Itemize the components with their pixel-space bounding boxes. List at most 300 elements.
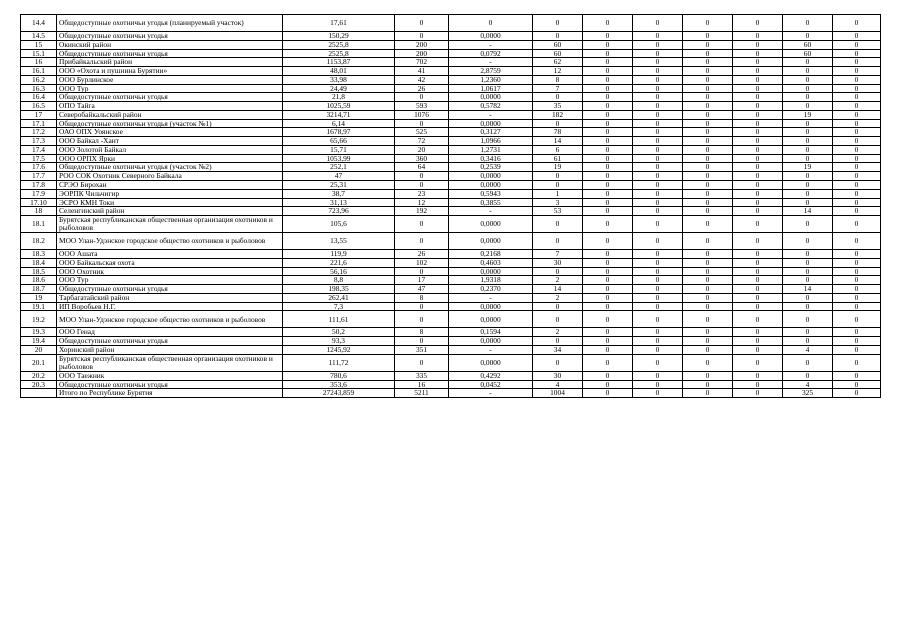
value-cell: 0 (733, 302, 783, 311)
value-cell: 0 (833, 93, 881, 102)
value-cell: 0 (683, 163, 733, 172)
value-cell: 0 (833, 337, 881, 346)
value-cell: 0 (395, 337, 449, 346)
table-row (21, 189, 881, 198)
value-cell: 0 (783, 15, 833, 32)
value-cell: 0 (583, 128, 633, 137)
value-cell: 23 (395, 189, 449, 198)
value-cell: - (449, 389, 533, 398)
value-cell: 14 (533, 137, 583, 146)
value-cell: 0 (583, 276, 633, 285)
value-cell: 0 (633, 137, 683, 146)
value-cell: 0 (533, 181, 583, 190)
value-cell: 1153,87 (283, 58, 395, 67)
value-cell: 4 (533, 380, 583, 389)
value-cell: 0 (633, 311, 683, 328)
value-cell: 780,6 (283, 371, 395, 380)
value-cell: 2525,8 (283, 49, 395, 58)
value-cell: 0 (533, 32, 583, 41)
value-cell: 56,16 (283, 267, 395, 276)
value-cell: 7 (533, 250, 583, 259)
value-cell: 0 (733, 110, 783, 119)
value-cell: 0,4292 (449, 371, 533, 380)
value-cell: 252,1 (283, 163, 395, 172)
value-cell: 0,0000 (449, 93, 533, 102)
value-cell: 0,0000 (449, 233, 533, 250)
value-cell: 335 (395, 371, 449, 380)
value-cell: 360 (395, 154, 449, 163)
value-cell: 0 (783, 137, 833, 146)
value-cell: 0 (583, 380, 633, 389)
value-cell: 119,9 (283, 250, 395, 259)
row-number-cell: 18.6 (21, 276, 57, 285)
value-cell: 0 (833, 110, 881, 119)
value-cell: 0 (633, 84, 683, 93)
value-cell: 0 (533, 354, 583, 371)
value-cell: 0 (733, 267, 783, 276)
value-cell: 8 (395, 328, 449, 337)
value-cell: 0 (533, 15, 583, 32)
value-cell: 0 (633, 216, 683, 233)
value-cell: 0 (733, 128, 783, 137)
value-cell: 0 (633, 32, 683, 41)
table-row (21, 267, 881, 276)
name-cell: Общедоступные охотничьи угодья (участок №2) (57, 163, 283, 172)
value-cell: 0 (733, 181, 783, 190)
value-cell: 17,61 (283, 15, 395, 32)
name-cell: СРЭО Бирохан (57, 181, 283, 190)
name-cell: ООО ОРПХ Ярки (57, 154, 283, 163)
row-number-cell: 19 (21, 293, 57, 302)
table-row (21, 250, 881, 259)
name-cell: ООО Золотой Байкал (57, 145, 283, 154)
value-cell: 593 (395, 102, 449, 111)
value-cell: 4 (783, 345, 833, 354)
value-cell: 0 (833, 354, 881, 371)
value-cell: 0 (583, 337, 633, 346)
value-cell: 351 (395, 345, 449, 354)
row-number-cell: 17.3 (21, 137, 57, 146)
name-cell: ЭОРПК Чильчигир (57, 189, 283, 198)
value-cell: 2 (533, 276, 583, 285)
value-cell: 0 (733, 102, 783, 111)
name-cell: ООО Тур (57, 84, 283, 93)
value-cell: 0 (583, 258, 633, 267)
row-number-cell: 20.2 (21, 371, 57, 380)
value-cell: 0 (633, 128, 683, 137)
value-cell: 62 (533, 58, 583, 67)
name-cell: ОПО Тайга (57, 102, 283, 111)
value-cell: 38,7 (283, 189, 395, 198)
value-cell: 64 (395, 163, 449, 172)
row-number-cell: 20.1 (21, 354, 57, 371)
value-cell: 0 (583, 15, 633, 32)
value-cell: 0 (833, 293, 881, 302)
row-number-cell: 14.4 (21, 15, 57, 32)
value-cell: 0 (583, 154, 633, 163)
value-cell: 0 (733, 250, 783, 259)
value-cell: 0 (833, 258, 881, 267)
table-row (21, 207, 881, 216)
name-cell: Тарбагатайский район (57, 293, 283, 302)
row-number-cell: 16.5 (21, 102, 57, 111)
value-cell: 41 (395, 67, 449, 76)
value-cell: 0 (583, 137, 633, 146)
value-cell: 0 (683, 389, 733, 398)
name-cell: ИП Воробьев Н.Г. (57, 302, 283, 311)
value-cell: 0 (833, 389, 881, 398)
value-cell: 0 (683, 337, 733, 346)
value-cell: 111,61 (283, 311, 395, 328)
value-cell: 0 (583, 207, 633, 216)
table-row (21, 337, 881, 346)
value-cell: 19 (533, 163, 583, 172)
table-row (21, 102, 881, 111)
value-cell: 0 (783, 233, 833, 250)
value-cell: 0 (533, 337, 583, 346)
value-cell: 14 (783, 207, 833, 216)
value-cell: 0 (833, 145, 881, 154)
value-cell: 0 (833, 84, 881, 93)
value-cell: 0 (533, 302, 583, 311)
row-number-cell (21, 389, 57, 398)
value-cell: 0 (733, 233, 783, 250)
value-cell: 0 (633, 67, 683, 76)
value-cell: 0,2539 (449, 163, 533, 172)
value-cell: 0 (783, 216, 833, 233)
name-cell: ООО «Охота и пушнина Бурятии» (57, 67, 283, 76)
value-cell: 0 (449, 15, 533, 32)
value-cell: 2525,8 (283, 40, 395, 49)
value-cell: 0 (783, 293, 833, 302)
value-cell: 0 (683, 119, 733, 128)
value-cell: 0 (633, 75, 683, 84)
value-cell: 0 (733, 40, 783, 49)
value-cell: 525 (395, 128, 449, 137)
name-cell: Прибайкальский район (57, 58, 283, 67)
value-cell: 0 (633, 145, 683, 154)
value-cell: 0 (683, 293, 733, 302)
value-cell: 0,0000 (449, 337, 533, 346)
value-cell: 0 (783, 93, 833, 102)
value-cell: 0 (833, 102, 881, 111)
table-row (21, 293, 881, 302)
value-cell: 0 (533, 216, 583, 233)
name-cell: Общедоступные охотничьи угодья (57, 93, 283, 102)
value-cell: 0 (783, 154, 833, 163)
value-cell: 0 (833, 216, 881, 233)
row-number-cell: 19.1 (21, 302, 57, 311)
value-cell: 0,0000 (449, 302, 533, 311)
value-cell: 0 (833, 207, 881, 216)
value-cell: 13,55 (283, 233, 395, 250)
value-cell: - (449, 58, 533, 67)
value-cell: 0 (683, 58, 733, 67)
value-cell: 0 (633, 345, 683, 354)
value-cell: 61 (533, 154, 583, 163)
value-cell: 0 (583, 84, 633, 93)
value-cell: 1004 (533, 389, 583, 398)
value-cell: 0 (583, 293, 633, 302)
value-cell: 78 (533, 128, 583, 137)
table-row (21, 276, 881, 285)
value-cell: 0,3855 (449, 198, 533, 207)
name-cell: ООО Таежник (57, 371, 283, 380)
value-cell: 0 (733, 93, 783, 102)
value-cell: 7,3 (283, 302, 395, 311)
name-cell: МОО Улан-Удэнское городское общество охотников и рыболовов (57, 233, 283, 250)
value-cell: 0 (395, 216, 449, 233)
value-cell: - (449, 293, 533, 302)
name-cell: МОО Улан-Удэнское городское общество охотников и рыболовов (57, 311, 283, 328)
value-cell: 0 (633, 293, 683, 302)
value-cell: 0 (683, 250, 733, 259)
value-cell: 0,0452 (449, 380, 533, 389)
row-number-cell: 17.1 (21, 119, 57, 128)
value-cell: 0 (633, 198, 683, 207)
row-number-cell: 17.5 (21, 154, 57, 163)
value-cell: 0 (683, 380, 733, 389)
value-cell: 0 (633, 49, 683, 58)
value-cell: 60 (533, 40, 583, 49)
value-cell: 0 (583, 189, 633, 198)
value-cell: 0 (783, 371, 833, 380)
value-cell: 1053,99 (283, 154, 395, 163)
value-cell: 150,29 (283, 32, 395, 41)
row-number-cell: 14.5 (21, 32, 57, 41)
value-cell: 0 (833, 163, 881, 172)
value-cell: 0 (833, 58, 881, 67)
name-cell: Общедоступные охотничьи угодья (планируемый участок) (57, 15, 283, 32)
table-row (21, 302, 881, 311)
table-row (21, 137, 881, 146)
value-cell: 0 (833, 276, 881, 285)
value-cell: 200 (395, 49, 449, 58)
value-cell: 19 (783, 163, 833, 172)
value-cell: 42 (395, 75, 449, 84)
value-cell: 0 (833, 380, 881, 389)
value-cell: 0 (633, 154, 683, 163)
value-cell: 0 (583, 32, 633, 41)
value-cell: 702 (395, 58, 449, 67)
value-cell: 0 (633, 371, 683, 380)
value-cell: 0 (395, 181, 449, 190)
value-cell: 0 (733, 371, 783, 380)
value-cell: 0,1594 (449, 328, 533, 337)
table-row (21, 163, 881, 172)
value-cell: 0 (633, 276, 683, 285)
value-cell: 15,71 (283, 145, 395, 154)
value-cell: 47 (283, 172, 395, 181)
value-cell: 0 (583, 145, 633, 154)
value-cell: 1025,59 (283, 102, 395, 111)
value-cell: 0 (633, 250, 683, 259)
value-cell: 0 (683, 311, 733, 328)
value-cell: 0 (583, 163, 633, 172)
value-cell: 0 (833, 49, 881, 58)
value-cell: 0 (683, 354, 733, 371)
table-row (21, 32, 881, 41)
value-cell: 0 (833, 345, 881, 354)
value-cell: 0 (633, 267, 683, 276)
name-cell: Селенгинский район (57, 207, 283, 216)
table-row (21, 67, 881, 76)
value-cell: 0 (683, 40, 733, 49)
value-cell: 0 (733, 67, 783, 76)
value-cell: 0 (533, 267, 583, 276)
table-row (21, 345, 881, 354)
value-cell: 12 (533, 67, 583, 76)
value-cell: 31,13 (283, 198, 395, 207)
value-cell: 0 (833, 250, 881, 259)
value-cell: 0 (783, 128, 833, 137)
value-cell: 0 (583, 389, 633, 398)
value-cell: 0 (683, 267, 733, 276)
row-number-cell: 19.4 (21, 337, 57, 346)
value-cell: 0 (783, 32, 833, 41)
value-cell: 0 (583, 216, 633, 233)
value-cell: 0 (833, 198, 881, 207)
row-number-cell: 17.8 (21, 181, 57, 190)
table-row (21, 311, 881, 328)
hunting-grounds-table (20, 14, 881, 398)
value-cell: 93,3 (283, 337, 395, 346)
value-cell: 0 (633, 93, 683, 102)
row-number-cell: 17 (21, 110, 57, 119)
row-number-cell: 17.2 (21, 128, 57, 137)
value-cell: 0 (733, 216, 783, 233)
value-cell: 0 (683, 302, 733, 311)
value-cell: 0 (683, 345, 733, 354)
value-cell: 2,8759 (449, 67, 533, 76)
value-cell: 0 (583, 345, 633, 354)
row-number-cell: 16.1 (21, 67, 57, 76)
value-cell: 14 (533, 285, 583, 294)
value-cell: 0 (683, 49, 733, 58)
name-cell: ООО Байкал -Хант (57, 137, 283, 146)
value-cell: 0,5782 (449, 102, 533, 111)
value-cell: 24,49 (283, 84, 395, 93)
value-cell: 0 (783, 119, 833, 128)
name-cell: Общедоступные охотничьи угодья (57, 285, 283, 294)
value-cell: 0 (733, 258, 783, 267)
value-cell: 0 (683, 189, 733, 198)
value-cell: 72 (395, 137, 449, 146)
value-cell: 0 (783, 67, 833, 76)
value-cell: 0 (733, 285, 783, 294)
value-cell: 60 (783, 49, 833, 58)
table-row (21, 216, 881, 233)
value-cell: 0 (683, 154, 733, 163)
value-cell: 0 (533, 311, 583, 328)
value-cell: 60 (533, 49, 583, 58)
name-cell: Общедоступные охотничьи угодья (57, 380, 283, 389)
table-row (21, 119, 881, 128)
value-cell: 21,8 (283, 93, 395, 102)
value-cell: 30 (533, 371, 583, 380)
value-cell: 0 (583, 110, 633, 119)
value-cell: 0 (733, 389, 783, 398)
value-cell: 14 (783, 285, 833, 294)
value-cell: 0 (533, 93, 583, 102)
value-cell: 0 (533, 119, 583, 128)
value-cell: 0 (633, 102, 683, 111)
value-cell: 0 (833, 371, 881, 380)
value-cell: - (449, 40, 533, 49)
name-cell: Бурятская республиканская общественная организация охотников и рыболовов (57, 216, 283, 233)
value-cell: 0 (783, 75, 833, 84)
value-cell: 0 (583, 102, 633, 111)
value-cell: 325 (783, 389, 833, 398)
value-cell: 0 (733, 163, 783, 172)
value-cell: 0 (583, 328, 633, 337)
value-cell: 0 (733, 328, 783, 337)
row-number-cell: 17.6 (21, 163, 57, 172)
table-row (21, 181, 881, 190)
value-cell: 2 (533, 293, 583, 302)
table-row (21, 380, 881, 389)
value-cell: 1 (533, 189, 583, 198)
value-cell: 2 (533, 328, 583, 337)
value-cell: 0 (783, 145, 833, 154)
value-cell: 0 (733, 172, 783, 181)
value-cell: 0 (583, 172, 633, 181)
value-cell: 0,0000 (449, 216, 533, 233)
value-cell: 0 (395, 119, 449, 128)
name-cell: Окинский район (57, 40, 283, 49)
value-cell: 0 (733, 337, 783, 346)
value-cell: 111,72 (283, 354, 395, 371)
value-cell: 102 (395, 258, 449, 267)
row-number-cell: 17.10 (21, 198, 57, 207)
value-cell: 0 (783, 189, 833, 198)
value-cell: 0 (683, 15, 733, 32)
value-cell: 0 (833, 119, 881, 128)
value-cell: 0 (633, 181, 683, 190)
value-cell: 0 (633, 337, 683, 346)
value-cell: 16 (395, 380, 449, 389)
value-cell: 0 (633, 207, 683, 216)
value-cell: 50,2 (283, 328, 395, 337)
value-cell: 0 (583, 119, 633, 128)
value-cell: 1,0617 (449, 84, 533, 93)
value-cell: 0 (783, 328, 833, 337)
value-cell: 0 (583, 354, 633, 371)
value-cell: 0,4603 (449, 258, 533, 267)
value-cell: 0 (395, 172, 449, 181)
value-cell: 0 (833, 189, 881, 198)
value-cell: 0 (783, 311, 833, 328)
value-cell: - (449, 345, 533, 354)
name-cell: Общедоступные охотничьи угодья (участок №1) (57, 119, 283, 128)
value-cell: 0 (395, 233, 449, 250)
value-cell: 0 (683, 198, 733, 207)
table-row (21, 128, 881, 137)
value-cell: 0 (633, 189, 683, 198)
value-cell: 0 (583, 250, 633, 259)
value-cell: 0,0000 (449, 32, 533, 41)
value-cell: 3 (533, 198, 583, 207)
value-cell: 0 (783, 198, 833, 207)
value-cell: 0 (733, 354, 783, 371)
value-cell: 8 (395, 293, 449, 302)
row-number-cell: 18.3 (21, 250, 57, 259)
value-cell: 0 (583, 198, 633, 207)
value-cell: 0 (683, 371, 733, 380)
value-cell: 0 (733, 345, 783, 354)
value-cell: 0 (395, 302, 449, 311)
value-cell: 723,96 (283, 207, 395, 216)
